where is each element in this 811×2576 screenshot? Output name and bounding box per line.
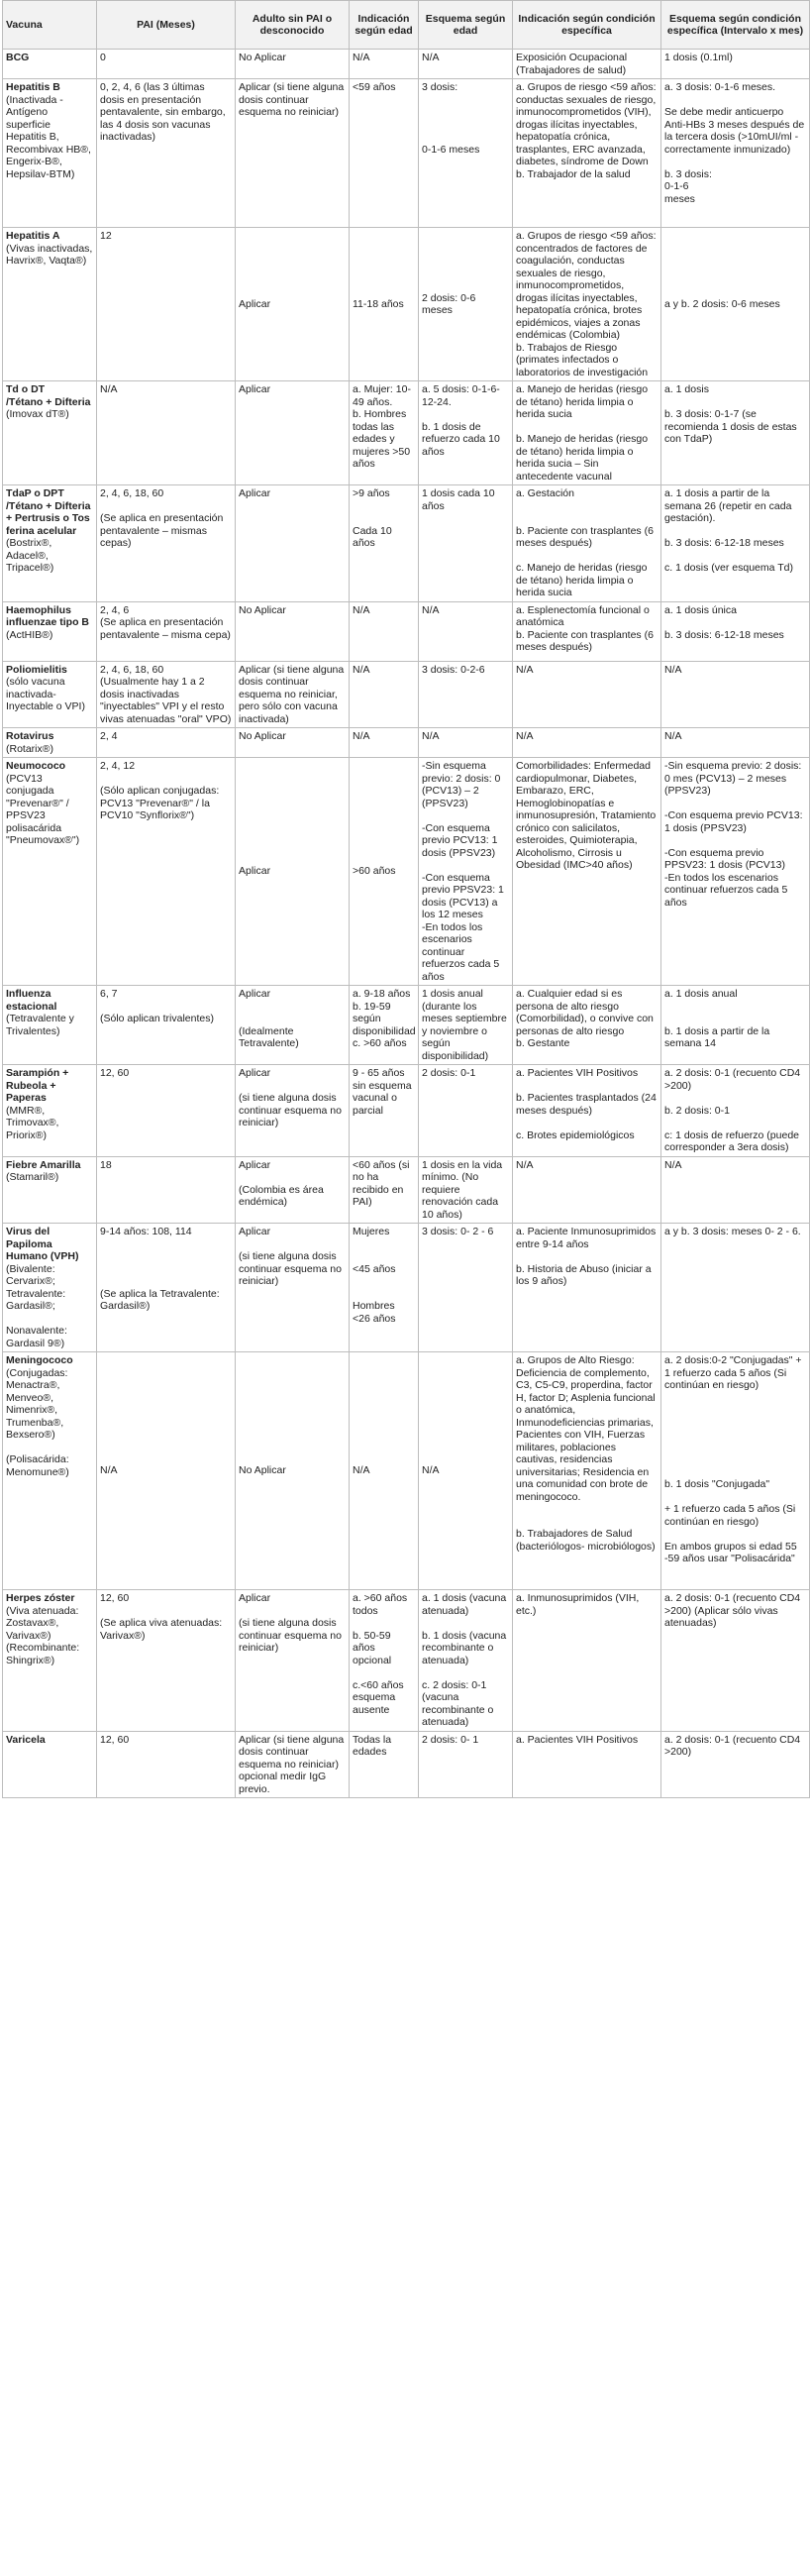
table-row: [3, 1065, 810, 1157]
table-row: [3, 986, 810, 1065]
indicacion-edad-cell: <59 años: [350, 79, 419, 228]
vaccine-name: Fiebre Amarilla: [6, 1158, 81, 1171]
indicacion-edad-cell: >60 años: [350, 758, 419, 986]
indicacion-condicion-cell: a. Gestación b. Paciente con trasplantes (6 meses después) c. Manejo de heridas (riesgo de tétano) herida limpia o herida sucia: [513, 485, 661, 602]
indicacion-edad-cell: a. 9-18 años b. 19-59 según disponibilidad c. >60 años: [350, 986, 419, 1065]
esquema-edad-cell: N/A: [419, 728, 513, 758]
header-vacuna: Vacuna: [3, 1, 97, 50]
table-row: [3, 1352, 810, 1590]
esquema-condicion-cell: a y b. 3 dosis: meses 0- 2 - 6.: [661, 1224, 810, 1352]
pai-cell: 0, 2, 4, 6 (las 3 últimas dosis en presentación pentavalente, sin embargo, las 4 dosis son vacunas inactivadas): [97, 79, 236, 228]
vaccine-name: Varicela: [6, 1733, 46, 1746]
vaccine-cell: [3, 381, 97, 485]
vaccine-brands: (MMR®, Trimovax®, Priorix®): [6, 1104, 59, 1141]
pai-cell: 6, 7 (Sólo aplican trivalentes): [97, 986, 236, 1065]
vaccine-name: Hepatitis B: [6, 81, 60, 93]
header-indicacion-condicion: Indicación según condición específica: [513, 1, 661, 50]
esquema-edad-cell: 3 dosis: 0- 2 - 6: [419, 1224, 513, 1352]
vaccine-name: Virus del Papiloma Humano (VPH): [6, 1226, 79, 1262]
esquema-edad-cell: 1 dosis anual (durante los meses septiembre y noviembre o según disponibilidad): [419, 986, 513, 1065]
adulto-cell: Aplicar: [236, 485, 350, 602]
esquema-condicion-cell: a. 2 dosis: 0-1 (recuento CD4 >200): [661, 1731, 810, 1798]
table-row: [3, 485, 810, 602]
indicacion-edad-cell: N/A: [350, 728, 419, 758]
esquema-edad-cell: a. 1 dosis (vacuna atenuada) b. 1 dosis (vacuna recombinante o atenuada) c. 2 dosis: 0-1 (vacuna recombinante o atenuada): [419, 1590, 513, 1732]
indicacion-edad-cell: N/A: [350, 1352, 419, 1590]
indicacion-edad-cell: Mujeres <45 años Hombres <26 años: [350, 1224, 419, 1352]
table-row: [3, 1731, 810, 1798]
indicacion-condicion-cell: a. Grupos de Alto Riesgo: Deficiencia de complemento, C3, C5-C9, properdina, factor H, factor D; Asplenia funcional o anatómica, Inmunodeficiencias primarias, Pacientes con VIH, Fuerzas militares, poblaciones cautivas, residencias universitarias; Residencia en una comunidad con brote de meningococo. b. Trabajadores de Salud (bacteriólogos- microbiólogos): [513, 1352, 661, 1590]
esquema-condicion-cell: N/A: [661, 728, 810, 758]
indicacion-condicion-cell: a. Inmunosuprimidos (VIH, etc.): [513, 1590, 661, 1732]
adulto-cell: Aplicar (si tiene alguna dosis continuar esquema no reiniciar): [236, 1590, 350, 1732]
vaccine-brands: (Vivas inactivadas, Havrix®, Vaqta®): [6, 242, 93, 267]
vaccine-name: Influenza estacional: [6, 988, 57, 1013]
pai-cell: 2, 4, 12 (Sólo aplican conjugadas: PCV13 "Prevenar®" / la PCV10 "Synflorix®"): [97, 758, 236, 986]
esquema-edad-cell: 2 dosis: 0-6 meses: [419, 228, 513, 381]
vaccine-cell: [3, 728, 97, 758]
indicacion-condicion-cell: N/A: [513, 1156, 661, 1224]
vaccine-name: Poliomielitis: [6, 663, 67, 676]
esquema-edad-cell: 3 dosis: 0-1-6 meses: [419, 79, 513, 228]
vaccine-brands: (PCV13 conjugada "Prevenar®" / PPSV23 polisacárida "Pneumovax®"): [6, 772, 80, 846]
table-row: [3, 1224, 810, 1352]
adulto-cell: Aplicar (si tiene alguna dosis continuar esquema no reiniciar) opcional medir IgG previo.: [236, 1731, 350, 1798]
vaccine-brands: (Stamaril®): [6, 1171, 59, 1183]
esquema-condicion-cell: a. 1 dosis a partir de la semana 26 (repetir en cada gestación). b. 3 dosis: 6-12-18 meses c. 1 dosis (ver esquema Td): [661, 485, 810, 602]
esquema-condicion-cell: a y b. 2 dosis: 0-6 meses: [661, 228, 810, 381]
indicacion-edad-cell: 9 - 65 años sin esquema vacunal o parcial: [350, 1065, 419, 1157]
adulto-cell: No Aplicar: [236, 50, 350, 79]
table-row: [3, 601, 810, 661]
table-row: [3, 228, 810, 381]
vaccine-cell: [3, 601, 97, 661]
pai-cell: 12, 60: [97, 1065, 236, 1157]
vaccine-name: Rotavirus: [6, 730, 54, 742]
header-esquema-condicion: Esquema según condición específica (Intervalo x mes): [661, 1, 810, 50]
vaccine-brands: (Bostrix®, Adacel®, Tripacel®): [6, 537, 54, 574]
esquema-condicion-cell: N/A: [661, 1156, 810, 1224]
adulto-cell: Aplicar (si tiene alguna dosis continuar esquema no reiniciar): [236, 1224, 350, 1352]
adulto-cell: No Aplicar: [236, 1352, 350, 1590]
esquema-condicion-cell: a. 1 dosis única b. 3 dosis: 6-12-18 meses: [661, 601, 810, 661]
indicacion-condicion-cell: a. Grupos de riesgo <59 años: concentrados de factores de coagulación, conductas sexuales de riesgo, inmunocomprometidos, drogas ilícitas inyectables, hepatopatía crónica, brotes epidémicos, viajes a zonas endémicas (Colombia) b. Trabajos de Riesgo (primates infectados o laboratorios de investigación: [513, 228, 661, 381]
vaccine-cell: [3, 50, 97, 79]
table-row: [3, 1590, 810, 1732]
vaccine-cell: [3, 986, 97, 1065]
table-row: [3, 381, 810, 485]
indicacion-edad-cell: a. Mujer: 10-49 años. b. Hombres todas las edades y mujeres >50 años: [350, 381, 419, 485]
adulto-cell: Aplicar (si tiene alguna dosis continuar esquema no reiniciar, pero sólo con vacuna inactivada): [236, 661, 350, 728]
vaccine-brands: (ActHIB®): [6, 628, 53, 641]
pai-cell: 2, 4, 6, 18, 60 (Usualmente hay 1 a 2 dosis inactivadas "inyectables" VPI y el resto vivas atenuadas "oral" VPO): [97, 661, 236, 728]
pai-cell: N/A: [97, 1352, 236, 1590]
vaccine-name: Hepatitis A: [6, 230, 60, 242]
vaccine-cell: [3, 1590, 97, 1732]
indicacion-edad-cell: <60 años (si no ha recibido en PAI): [350, 1156, 419, 1224]
vaccine-brands: (Bivalente: Cervarix®; Tetravalente: Gardasil®; Nonavalente: Gardasil 9®): [6, 1262, 67, 1349]
pai-cell: 12, 60: [97, 1731, 236, 1798]
indicacion-condicion-cell: N/A: [513, 728, 661, 758]
esquema-edad-cell: N/A: [419, 1352, 513, 1590]
indicacion-condicion-cell: a. Paciente Inmunosuprimidos entre 9-14 años b. Historia de Abuso (iniciar a los 9 años): [513, 1224, 661, 1352]
esquema-condicion-cell: a. 2 dosis: 0-1 (recuento CD4 >200) b. 2 dosis: 0-1 c: 1 dosis de refuerzo (puede corresponder a 3era dosis): [661, 1065, 810, 1157]
table-row: [3, 661, 810, 728]
header-indicacion-edad: Indicación según edad: [350, 1, 419, 50]
adulto-cell: Aplicar (Colombia es área endémica): [236, 1156, 350, 1224]
header-esquema-edad: Esquema según edad: [419, 1, 513, 50]
indicacion-edad-cell: N/A: [350, 50, 419, 79]
vaccine-name: Sarampión + Rubeola + Paperas: [6, 1067, 69, 1104]
pai-cell: 2, 4: [97, 728, 236, 758]
vaccine-name: BCG: [6, 52, 30, 63]
table-row: [3, 50, 810, 79]
vaccine-name: TdaP o DPT /Tétano + Difteria + Pertrusis o Tos ferina acelular: [6, 487, 91, 537]
vaccine-brands: (Inactivada - Antígeno superficie Hepatitis B, Recombivax HB®, Engerix-B®, Hepsilav-BTM): [6, 93, 91, 180]
vaccine-cell: [3, 758, 97, 986]
adulto-cell: Aplicar: [236, 758, 350, 986]
vaccine-cell: [3, 485, 97, 602]
indicacion-condicion-cell: Comorbilidades: Enfermedad cardiopulmonar, Diabetes, Embarazo, ERC, Hemoglobinopatías e inmunosupresión, Tratamiento crónico con salicilatos, esteroides, Quimioterapia, Alcoholismo, Cirrosis u Obesidad (IMC>40 años): [513, 758, 661, 986]
pai-cell: 12, 60 (Se aplica viva atenuadas: Varivax®): [97, 1590, 236, 1732]
vaccine-cell: [3, 1731, 97, 1798]
adulto-cell: No Aplicar: [236, 728, 350, 758]
vaccine-name: Haemophilus influenzae tipo B: [6, 603, 89, 628]
esquema-condicion-cell: N/A: [661, 661, 810, 728]
vaccine-cell: [3, 228, 97, 381]
vaccine-brands: (Conjugadas: Menactra®, Menveo®, Nimenrix®, Trumenba®, Bexsero®) (Polisacárida: Menomune®): [6, 1366, 69, 1478]
esquema-edad-cell: 1 dosis cada 10 años: [419, 485, 513, 602]
indicacion-condicion-cell: N/A: [513, 661, 661, 728]
indicacion-edad-cell: >9 años Cada 10 años: [350, 485, 419, 602]
vaccine-name: Neumococo: [6, 760, 66, 772]
header-adulto: Adulto sin PAI o desconocido: [236, 1, 350, 50]
vaccine-name: Meningococo: [6, 1354, 73, 1366]
vaccine-brands: (Viva atenuada: Zostavax®, Varivax®) (Recombinante: Shingrix®): [6, 1604, 80, 1666]
indicacion-condicion-cell: Exposición Ocupacional (Trabajadores de salud): [513, 50, 661, 79]
vaccine-cell: [3, 1352, 97, 1590]
pai-cell: 12: [97, 228, 236, 381]
indicacion-edad-cell: 11-18 años: [350, 228, 419, 381]
vaccine-name: Td o DT /Tétano + Difteria: [6, 383, 91, 408]
vaccine-table: [2, 0, 810, 1798]
vaccine-cell: [3, 1065, 97, 1157]
table-row: [3, 758, 810, 986]
table-row: [3, 79, 810, 228]
esquema-edad-cell: a. 5 dosis: 0-1-6-12-24. b. 1 dosis de refuerzo cada 10 años: [419, 381, 513, 485]
pai-cell: 2, 4, 6, 18, 60 (Se aplica en presentación pentavalente – mismas cepas): [97, 485, 236, 602]
pai-cell: 18: [97, 1156, 236, 1224]
indicacion-edad-cell: Todas la edades: [350, 1731, 419, 1798]
adulto-cell: No Aplicar: [236, 601, 350, 661]
adulto-cell: Aplicar (Idealmente Tetravalente): [236, 986, 350, 1065]
vaccine-cell: [3, 1224, 97, 1352]
indicacion-edad-cell: N/A: [350, 601, 419, 661]
esquema-condicion-cell: a. 2 dosis:0-2 "Conjugadas" + 1 refuerzo cada 5 años (Si continúan en riesgo) b. 1 dosis "Conjugada" + 1 refuerzo cada 5 años (Si continúan en riesgo) En ambos grupos si edad 55 -59 años usar "Polisacárida": [661, 1352, 810, 1590]
indicacion-edad-cell: N/A: [350, 661, 419, 728]
esquema-edad-cell: 3 dosis: 0-2-6: [419, 661, 513, 728]
esquema-edad-cell: 1 dosis en la vida mínimo. (No requiere renovación cada 10 años): [419, 1156, 513, 1224]
vaccine-name: Herpes zóster: [6, 1592, 75, 1604]
esquema-condicion-cell: 1 dosis (0.1ml): [661, 50, 810, 79]
pai-cell: 0: [97, 50, 236, 79]
adulto-cell: Aplicar (si tiene alguna dosis continuar esquema no reiniciar): [236, 79, 350, 228]
vaccine-brands: (Rotarix®): [6, 742, 53, 755]
pai-cell: 9-14 años: 108, 114 (Se aplica la Tetravalente: Gardasil®): [97, 1224, 236, 1352]
esquema-edad-cell: N/A: [419, 50, 513, 79]
esquema-edad-cell: 2 dosis: 0-1: [419, 1065, 513, 1157]
indicacion-condicion-cell: a. Pacientes VIH Positivos: [513, 1731, 661, 1798]
esquema-edad-cell: 2 dosis: 0- 1: [419, 1731, 513, 1798]
vaccine-cell: [3, 661, 97, 728]
indicacion-condicion-cell: a. Pacientes VIH Positivos b. Pacientes trasplantados (24 meses después) c. Brotes epidemiológicos: [513, 1065, 661, 1157]
indicacion-condicion-cell: a. Cualquier edad si es persona de alto riesgo (Comorbilidad), o convive con personas de alto riesgo b. Gestante: [513, 986, 661, 1065]
vaccine-cell: [3, 1156, 97, 1224]
vaccine-cell: [3, 79, 97, 228]
table-row: [3, 1156, 810, 1224]
pai-cell: N/A: [97, 381, 236, 485]
esquema-edad-cell: -Sin esquema previo: 2 dosis: 0 (PCV13) – 2 (PPSV23) -Con esquema previo PCV13: 1 dosis (PPSV23) -Con esquema previo PPSV23: 1 dosis (PCV13) a los 12 meses -En todos los escenarios continuar refuerzos cada 5 años: [419, 758, 513, 986]
pai-cell: 2, 4, 6 (Se aplica en presentación pentavalente – misma cepa): [97, 601, 236, 661]
vaccine-brands: (Tetravalente y Trivalentes): [6, 1013, 74, 1037]
indicacion-condicion-cell: a. Grupos de riesgo <59 años: conductas sexuales de riesgo, inmunocomprometidos (VIH), drogas ilícitas inyectables, hepatopatía crónica, trasplantes, ERC avanzada, diabetes, síndrome de Down b. Trabajador de la salud: [513, 79, 661, 228]
header-pai: PAI (Meses): [97, 1, 236, 50]
adulto-cell: Aplicar: [236, 228, 350, 381]
esquema-condicion-cell: a. 3 dosis: 0-1-6 meses. Se debe medir anticuerpo Anti-HBs 3 meses después de la tercera dosis (>10mUI/ml - correctamente inmunizado) b. 3 dosis: 0-1-6 meses: [661, 79, 810, 228]
table-row: [3, 728, 810, 758]
header-row: [3, 1, 810, 50]
indicacion-condicion-cell: a. Manejo de heridas (riesgo de tétano) herida limpia o herida sucia b. Manejo de heridas (riesgo de tétano) herida limpia o herida sucia – Sin antecedente vacunal: [513, 381, 661, 485]
vaccine-brands: (sólo vacuna inactivada- Inyectable o VPI): [6, 676, 85, 712]
vaccine-brands: (Imovax dT®): [6, 408, 69, 420]
adulto-cell: Aplicar (si tiene alguna dosis continuar esquema no reiniciar): [236, 1065, 350, 1157]
indicacion-condicion-cell: a. Esplenectomía funcional o anatómica b. Paciente con trasplantes (6 meses después): [513, 601, 661, 661]
esquema-condicion-cell: -Sin esquema previo: 2 dosis: 0 mes (PCV13) – 2 meses (PPSV23) -Con esquema previo PCV13: 1 dosis (PPSV23) -Con esquema previo PPSV23: 1 dosis (PCV13) -En todos los escenarios continuar refuerzos cada 5 años: [661, 758, 810, 986]
adulto-cell: Aplicar: [236, 381, 350, 485]
esquema-edad-cell: N/A: [419, 601, 513, 661]
indicacion-edad-cell: a. >60 años todos b. 50-59 años opcional c.<60 años esquema ausente: [350, 1590, 419, 1732]
esquema-condicion-cell: a. 1 dosis b. 3 dosis: 0-1-7 (se recomienda 1 dosis de estas con TdaP): [661, 381, 810, 485]
esquema-condicion-cell: a. 2 dosis: 0-1 (recuento CD4 >200) (Aplicar sólo vivas atenuadas): [661, 1590, 810, 1732]
esquema-condicion-cell: a. 1 dosis anual b. 1 dosis a partir de la semana 14: [661, 986, 810, 1065]
